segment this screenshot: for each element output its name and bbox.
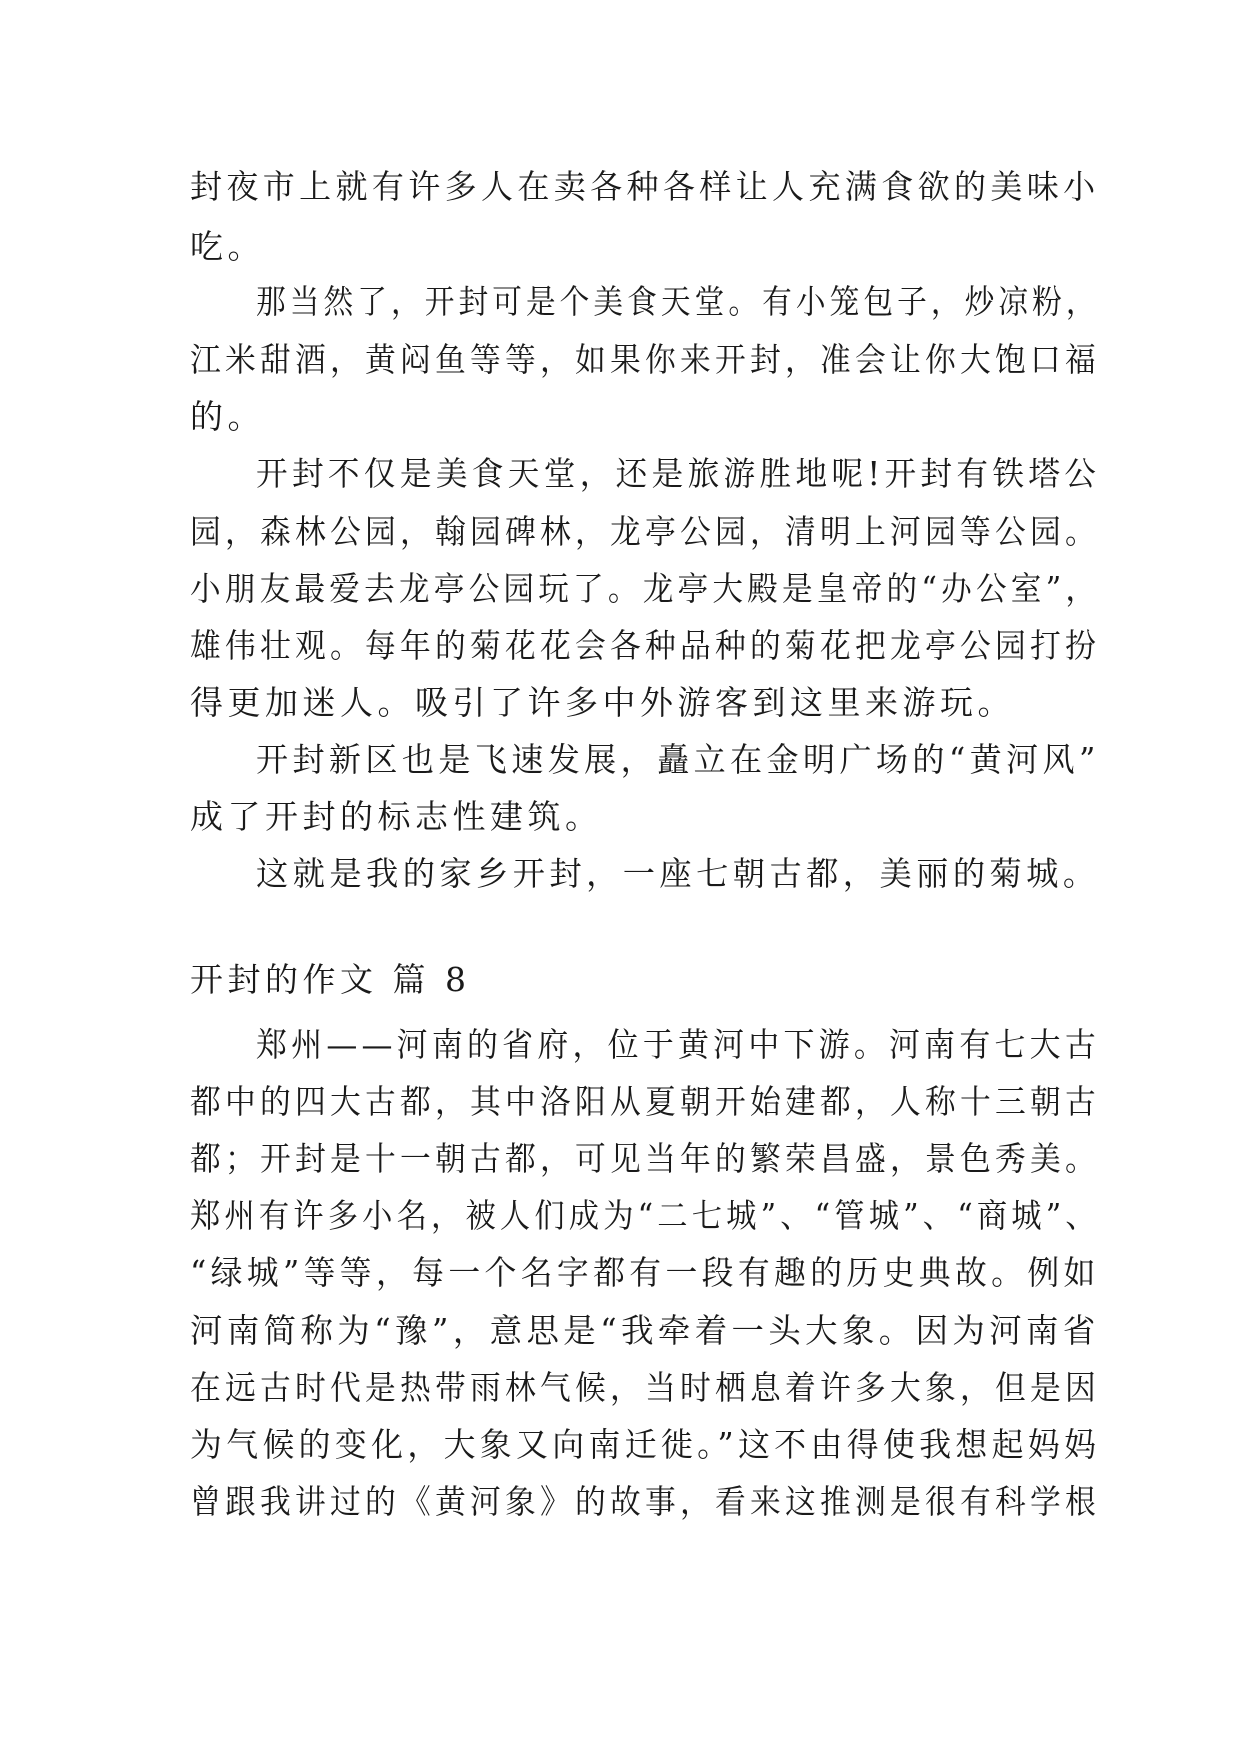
text-line: 都；开封是十一朝古都，可见当年的繁荣昌盛，景色秀美。	[190, 1139, 1100, 1178]
text-line: 吃。	[190, 227, 265, 266]
paragraph-start-line: 郑州——河南的省府，位于黄河中下游。河南有七大古	[256, 1025, 1101, 1064]
paragraph-start-line: 那当然了，开封可是个美食天堂。有小笼包子，炒凉粉，	[256, 282, 1100, 321]
text-line: 为气候的变化，大象又向南迁徙。”这不由得使我想起妈妈	[190, 1425, 1101, 1464]
text-line: 成了开封的标志性建筑。	[190, 797, 603, 836]
paragraph-start-line: 开封不仅是美食天堂，还是旅游胜地呢!开封有铁塔公	[256, 454, 1101, 493]
text-line: “绿城”等等，每一个名字都有一段有趣的历史典故。例如	[190, 1253, 1100, 1292]
section-heading: 开封的作文 篇 8	[190, 960, 471, 999]
text-line: 河南简称为“豫”，意思是“我牵着一头大象。因为河南省	[190, 1311, 1100, 1350]
text-line: 园，森林公园，翰园碑林，龙亭公园，清明上河园等公园。	[190, 512, 1100, 551]
text-line: 郑州有许多小名，被人们成为“二七城”、“管城”、“商城”、	[190, 1196, 1100, 1235]
text-line: 都中的四大古都，其中洛阳从夏朝开始建都，人称十三朝古	[190, 1082, 1100, 1121]
text-line: 得更加迷人。吸引了许多中外游客到这里来游玩。	[190, 683, 1015, 722]
text-line: 的。	[190, 397, 265, 436]
text-line: 曾跟我讲过的《黄河象》的故事，看来这推测是很有科学根	[190, 1482, 1100, 1521]
text-line: 雄伟壮观。每年的菊花花会各种品种的菊花把龙亭公园打扮	[190, 626, 1100, 665]
text-line: 小朋友最爱去龙亭公园玩了。龙亭大殿是皇帝的“办公室”，	[190, 569, 1101, 608]
text-line: 江米甜酒，黄闷鱼等等，如果你来开封，准会让你大饱口福	[190, 340, 1100, 379]
text-line: 在远古时代是热带雨林气候，当时栖息着许多大象，但是因	[190, 1368, 1100, 1407]
paragraph-start-line: 开封新区也是飞速发展，矗立在金明广场的“黄河风”	[256, 740, 1100, 779]
text-line: 封夜市上就有许多人在卖各种各样让人充满食欲的美味小	[190, 167, 1100, 206]
paragraph-start-line: 这就是我的家乡开封，一座七朝古都，美丽的菊城。	[256, 854, 1100, 893]
